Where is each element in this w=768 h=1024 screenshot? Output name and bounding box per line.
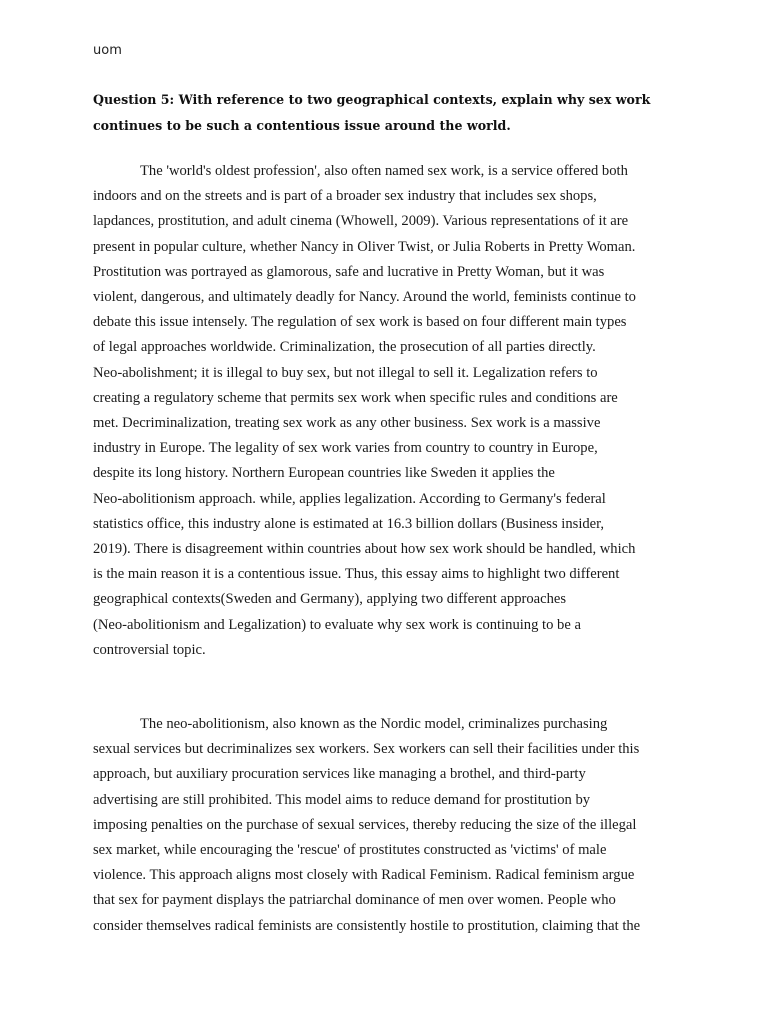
paragraph-line: The 'world's oldest profession', also often named sex work, is a service offered both	[140, 163, 628, 179]
paragraph-line: present in popular culture, whether Nancy in Oliver Twist, or Julia Roberts in Pretty Woman.	[93, 238, 636, 255]
paragraph-line: (Neo-abolitionism and Legalization) to evaluate why sex work is continuing to be a	[93, 616, 581, 633]
paragraph-line: creating a regulatory scheme that permits sex work when specific rules and conditions are	[93, 389, 618, 406]
paragraph-line: lapdances, prostitution, and adult cinema (Whowell, 2009). Various representations of it are	[93, 213, 629, 230]
paragraph-line: that sex for payment displays the patriarchal dominance of men over women. People who	[93, 892, 616, 909]
paragraph-line: despite its long history. Northern European countries like Sweden it applies the	[93, 465, 555, 482]
paragraph-line: geographical contexts(Sweden and Germany), applying two different approaches	[93, 591, 567, 608]
paragraph-line: industry in Europe. The legality of sex work varies from country to country in Europe,	[93, 440, 598, 457]
paragraph-line: sex market, while encouraging the 'rescue' of prostitutes constructed as 'victims' of male	[93, 842, 607, 859]
paragraph-line: approach, but auxiliary procuration services like managing a brothel, and third-party	[93, 766, 586, 783]
paragraph-line: debate this issue intensely. The regulation of sex work is based on four different main types	[93, 314, 627, 331]
paragraph-line: Prostitution was portrayed as glamorous, safe and lucrative in Pretty Woman, but it was	[93, 263, 605, 280]
paragraph-line: met. Decriminalization, treating sex work as any other business. Sex work is a massive	[93, 415, 601, 432]
paragraph-line: Neo-abolitionism approach. while, applies legalization. According to Germany's federal	[93, 490, 606, 507]
question-line: continues to be such a contentious issue around the world.	[93, 117, 511, 133]
question-heading	[93, 87, 683, 138]
paragraph-line: of legal approaches worldwide. Criminalization, the prosecution of all parties directly.	[93, 339, 596, 356]
paragraph-line: imposing penalties on the purchase of sexual services, thereby reducing the size of the illegal	[93, 816, 637, 833]
paragraph-line: is the main reason it is a contentious issue. Thus, this essay aims to highlight two different	[93, 566, 620, 583]
paragraph-line: The neo-abolitionism, also known as the Nordic model, criminalizes purchasing	[140, 716, 608, 732]
paragraph-line: 2019). There is disagreement within countries about how sex work should be handled, which	[93, 541, 636, 558]
body-paragraph-2	[93, 712, 683, 939]
page-header: uom	[93, 43, 122, 58]
paragraph-line: indoors and on the streets and is part of a broader sex industry that includes sex shops,	[93, 188, 597, 205]
paragraph-line: advertising are still prohibited. This model aims to reduce demand for prostitution by	[93, 791, 591, 808]
paragraph-line: violence. This approach aligns most closely with Radical Feminism. Radical feminism argue	[93, 867, 635, 884]
paragraph-line: Neo-abolishment; it is illegal to buy sex, but not illegal to sell it. Legalization refers to	[93, 364, 598, 381]
paragraph-line: violent, dangerous, and ultimately deadly for Nancy. Around the world, feminists continue to	[93, 289, 636, 306]
paragraph-line: controversial topic.	[93, 641, 206, 658]
question-line: Question 5: With reference to two geographical contexts, explain why sex work	[93, 92, 651, 107]
paragraph-line: sexual services but decriminalizes sex workers. Sex workers can sell their facilities under this	[93, 741, 640, 758]
paragraph-line: consider themselves radical feminists are consistently hostile to prostitution, claiming that the	[93, 917, 641, 934]
paragraph-line: statistics office, this industry alone is estimated at 16.3 billion dollars (Business insider,	[93, 515, 605, 532]
body-paragraph-1	[93, 159, 683, 663]
